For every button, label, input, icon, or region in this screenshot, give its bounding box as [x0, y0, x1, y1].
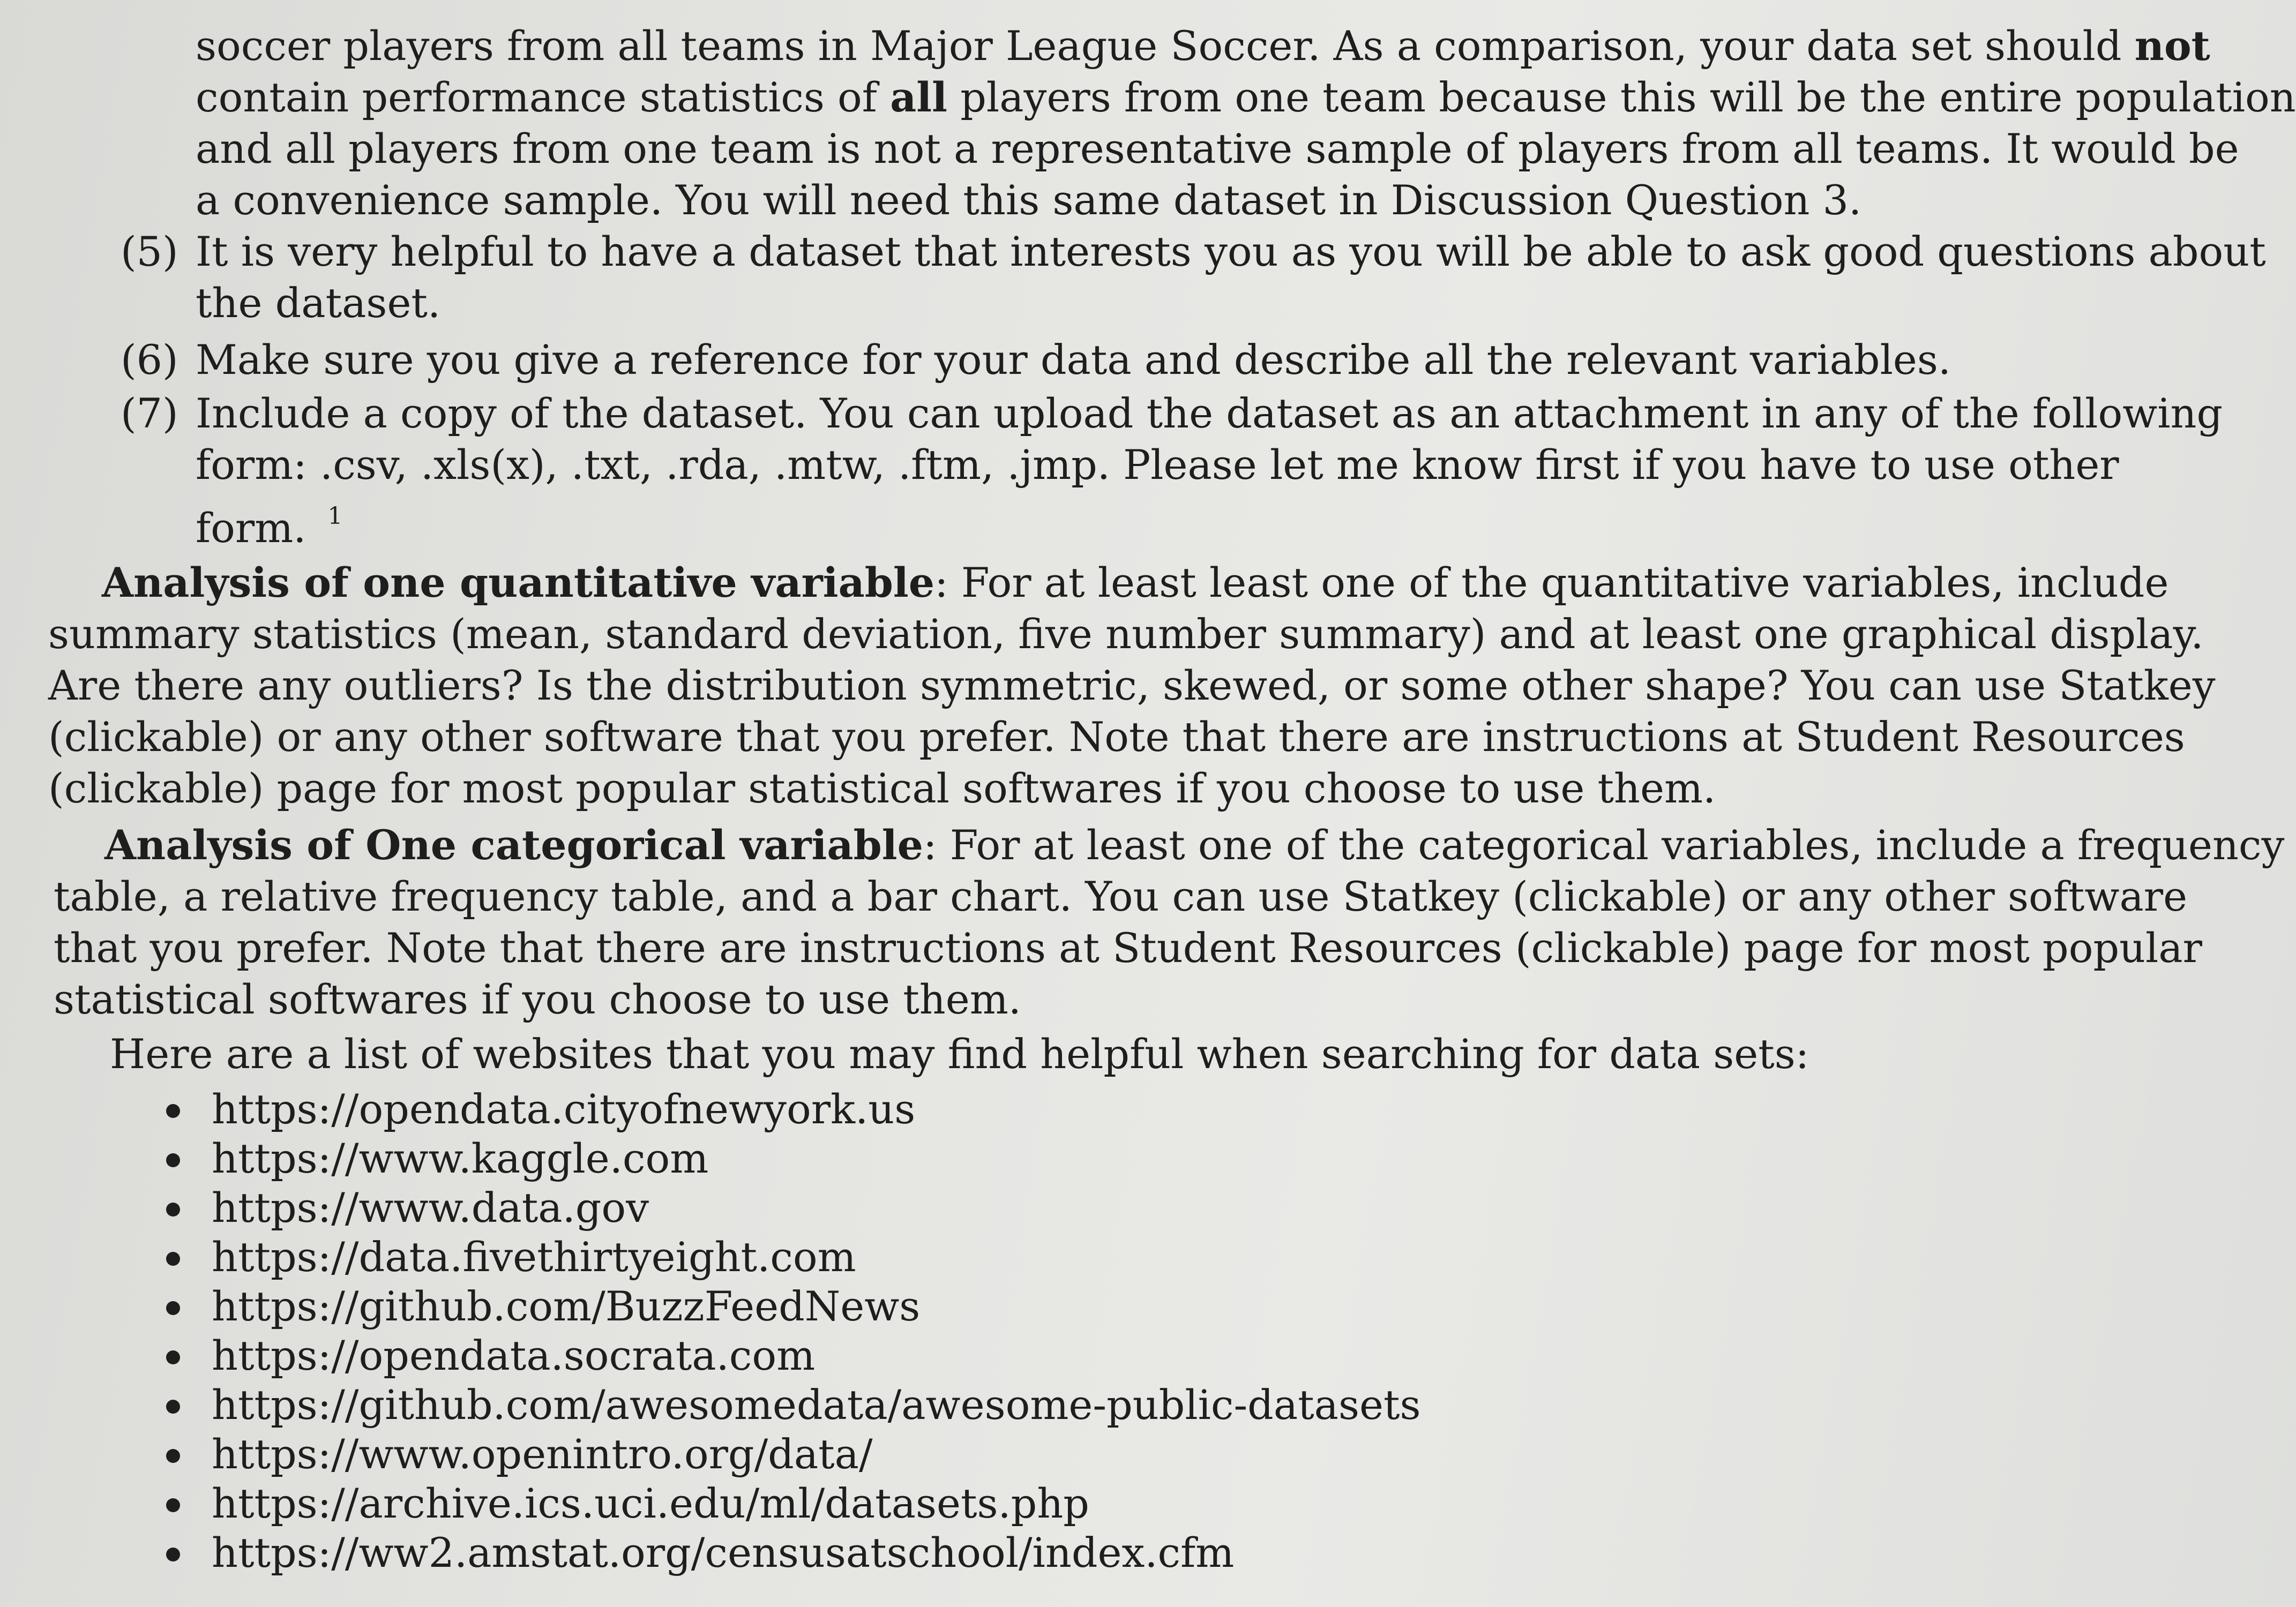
item-line: Include a copy of the dataset. You can upload the dataset as an attachment in any of the following — [196, 389, 2223, 437]
website-link[interactable]: https://github.com/awesomedata/awesome-public-datasets — [212, 1381, 1421, 1429]
list-item[interactable] — [161, 1430, 1421, 1479]
website-link[interactable]: https://www.kaggle.com — [212, 1135, 709, 1182]
website-link[interactable]: https://github.com/BuzzFeedNews — [212, 1282, 921, 1330]
list-item[interactable] — [161, 1479, 1421, 1528]
bold-text: not — [2134, 22, 2210, 70]
section-line: summary statistics (mean, standard deviation, five number summary) and at least one graphical display. — [48, 610, 2204, 658]
text-span: contain performance statistics of — [196, 73, 877, 121]
bullet-icon — [166, 1153, 180, 1167]
list-item[interactable] — [161, 1233, 1421, 1282]
text-span: : For at least one of the categorical variables, include a frequency — [923, 821, 2285, 869]
bullet-icon — [166, 1449, 180, 1463]
paragraph-line: a convenience sample. You will need this same dataset in Discussion Question 3. — [196, 176, 1862, 224]
paragraph-line: and all players from one team is not a representative sample of players from all teams. It would be — [196, 125, 2239, 172]
bullet-icon — [166, 1301, 180, 1315]
section-line: statistical softwares if you choose to use them. — [54, 975, 1021, 1023]
section-line — [102, 557, 2168, 609]
list-item[interactable] — [161, 1282, 1421, 1331]
websites-intro: Here are a list of websites that you may find helpful when searching for data sets: — [110, 1030, 1809, 1078]
item-line: It is very helpful to have a dataset that interests you as you will be able to ask good questions about — [196, 228, 2266, 275]
paragraph-line — [196, 72, 2296, 123]
website-link[interactable]: https://ww2.amstat.org/censusatschool/index.cfm — [212, 1529, 1235, 1576]
list-item[interactable] — [161, 1085, 1421, 1134]
list-item[interactable] — [161, 1183, 1421, 1233]
bullet-icon — [166, 1400, 180, 1414]
text-span: : For at least least one of the quantitative variables, include — [934, 559, 2169, 606]
item-number: (7) — [121, 389, 178, 437]
section-heading-categorical: Analysis of One categorical variable — [104, 821, 924, 869]
bullet-icon — [166, 1203, 180, 1216]
bullet-icon — [166, 1104, 180, 1118]
item-line: the dataset. — [196, 279, 441, 327]
bullet-icon — [166, 1252, 180, 1266]
website-link[interactable]: https://www.data.gov — [212, 1184, 649, 1231]
section-line — [104, 820, 2284, 871]
website-link[interactable]: https://archive.ics.uci.edu/ml/datasets.php — [212, 1480, 1089, 1527]
section-line: that you prefer. Note that there are instructions at Student Resources (clickable) page for most popular — [54, 924, 2203, 972]
text-span: form. — [196, 504, 306, 552]
websites-list — [161, 1085, 1421, 1578]
website-link[interactable]: https://data.fivethirtyeight.com — [212, 1233, 856, 1281]
section-line: (clickable) or any other software that you prefer. Note that there are instructions at Student Resources — [48, 713, 2185, 761]
bullet-icon — [166, 1350, 180, 1364]
website-link[interactable]: https://opendata.socrata.com — [212, 1332, 816, 1379]
section-line: (clickable) page for most popular statistical softwares if you choose to use them. — [48, 764, 1716, 812]
item-line — [196, 491, 342, 554]
item-line: Make sure you give a reference for your data and describe all the relevant variables. — [196, 336, 1951, 384]
bullet-icon — [166, 1548, 180, 1561]
website-link[interactable]: https://www.openintro.org/data/ — [212, 1430, 873, 1478]
item-number: (6) — [121, 336, 178, 384]
section-heading-quantitative: Analysis of one quantitative variable — [102, 559, 935, 606]
paragraph-line — [196, 20, 2210, 72]
list-item[interactable] — [161, 1528, 1421, 1578]
item-number: (5) — [121, 228, 178, 275]
text-span: players from one team because this will be the entire population — [960, 73, 2296, 121]
section-line: table, a relative frequency table, and a bar chart. You can use Statkey (clickable) or any other software — [54, 873, 2188, 920]
text-span: soccer players from all teams in Major League Soccer. As a comparison, your data set should — [196, 22, 2122, 70]
website-link[interactable]: https://opendata.cityofnewyork.us — [212, 1085, 916, 1133]
section-line: Are there any outliers? Is the distribution symmetric, skewed, or some other shape? You can use Statkey — [48, 662, 2216, 709]
list-item[interactable] — [161, 1380, 1421, 1430]
bold-text: all — [890, 73, 948, 121]
list-item[interactable] — [161, 1134, 1421, 1183]
footnote-marker[interactable]: 1 — [327, 502, 343, 530]
item-line: form: .csv, .xls(x), .txt, .rda, .mtw, .ftm, .jmp. Please let me know first if you have to use other — [196, 441, 2119, 489]
list-item[interactable] — [161, 1331, 1421, 1380]
bullet-icon — [166, 1498, 180, 1512]
